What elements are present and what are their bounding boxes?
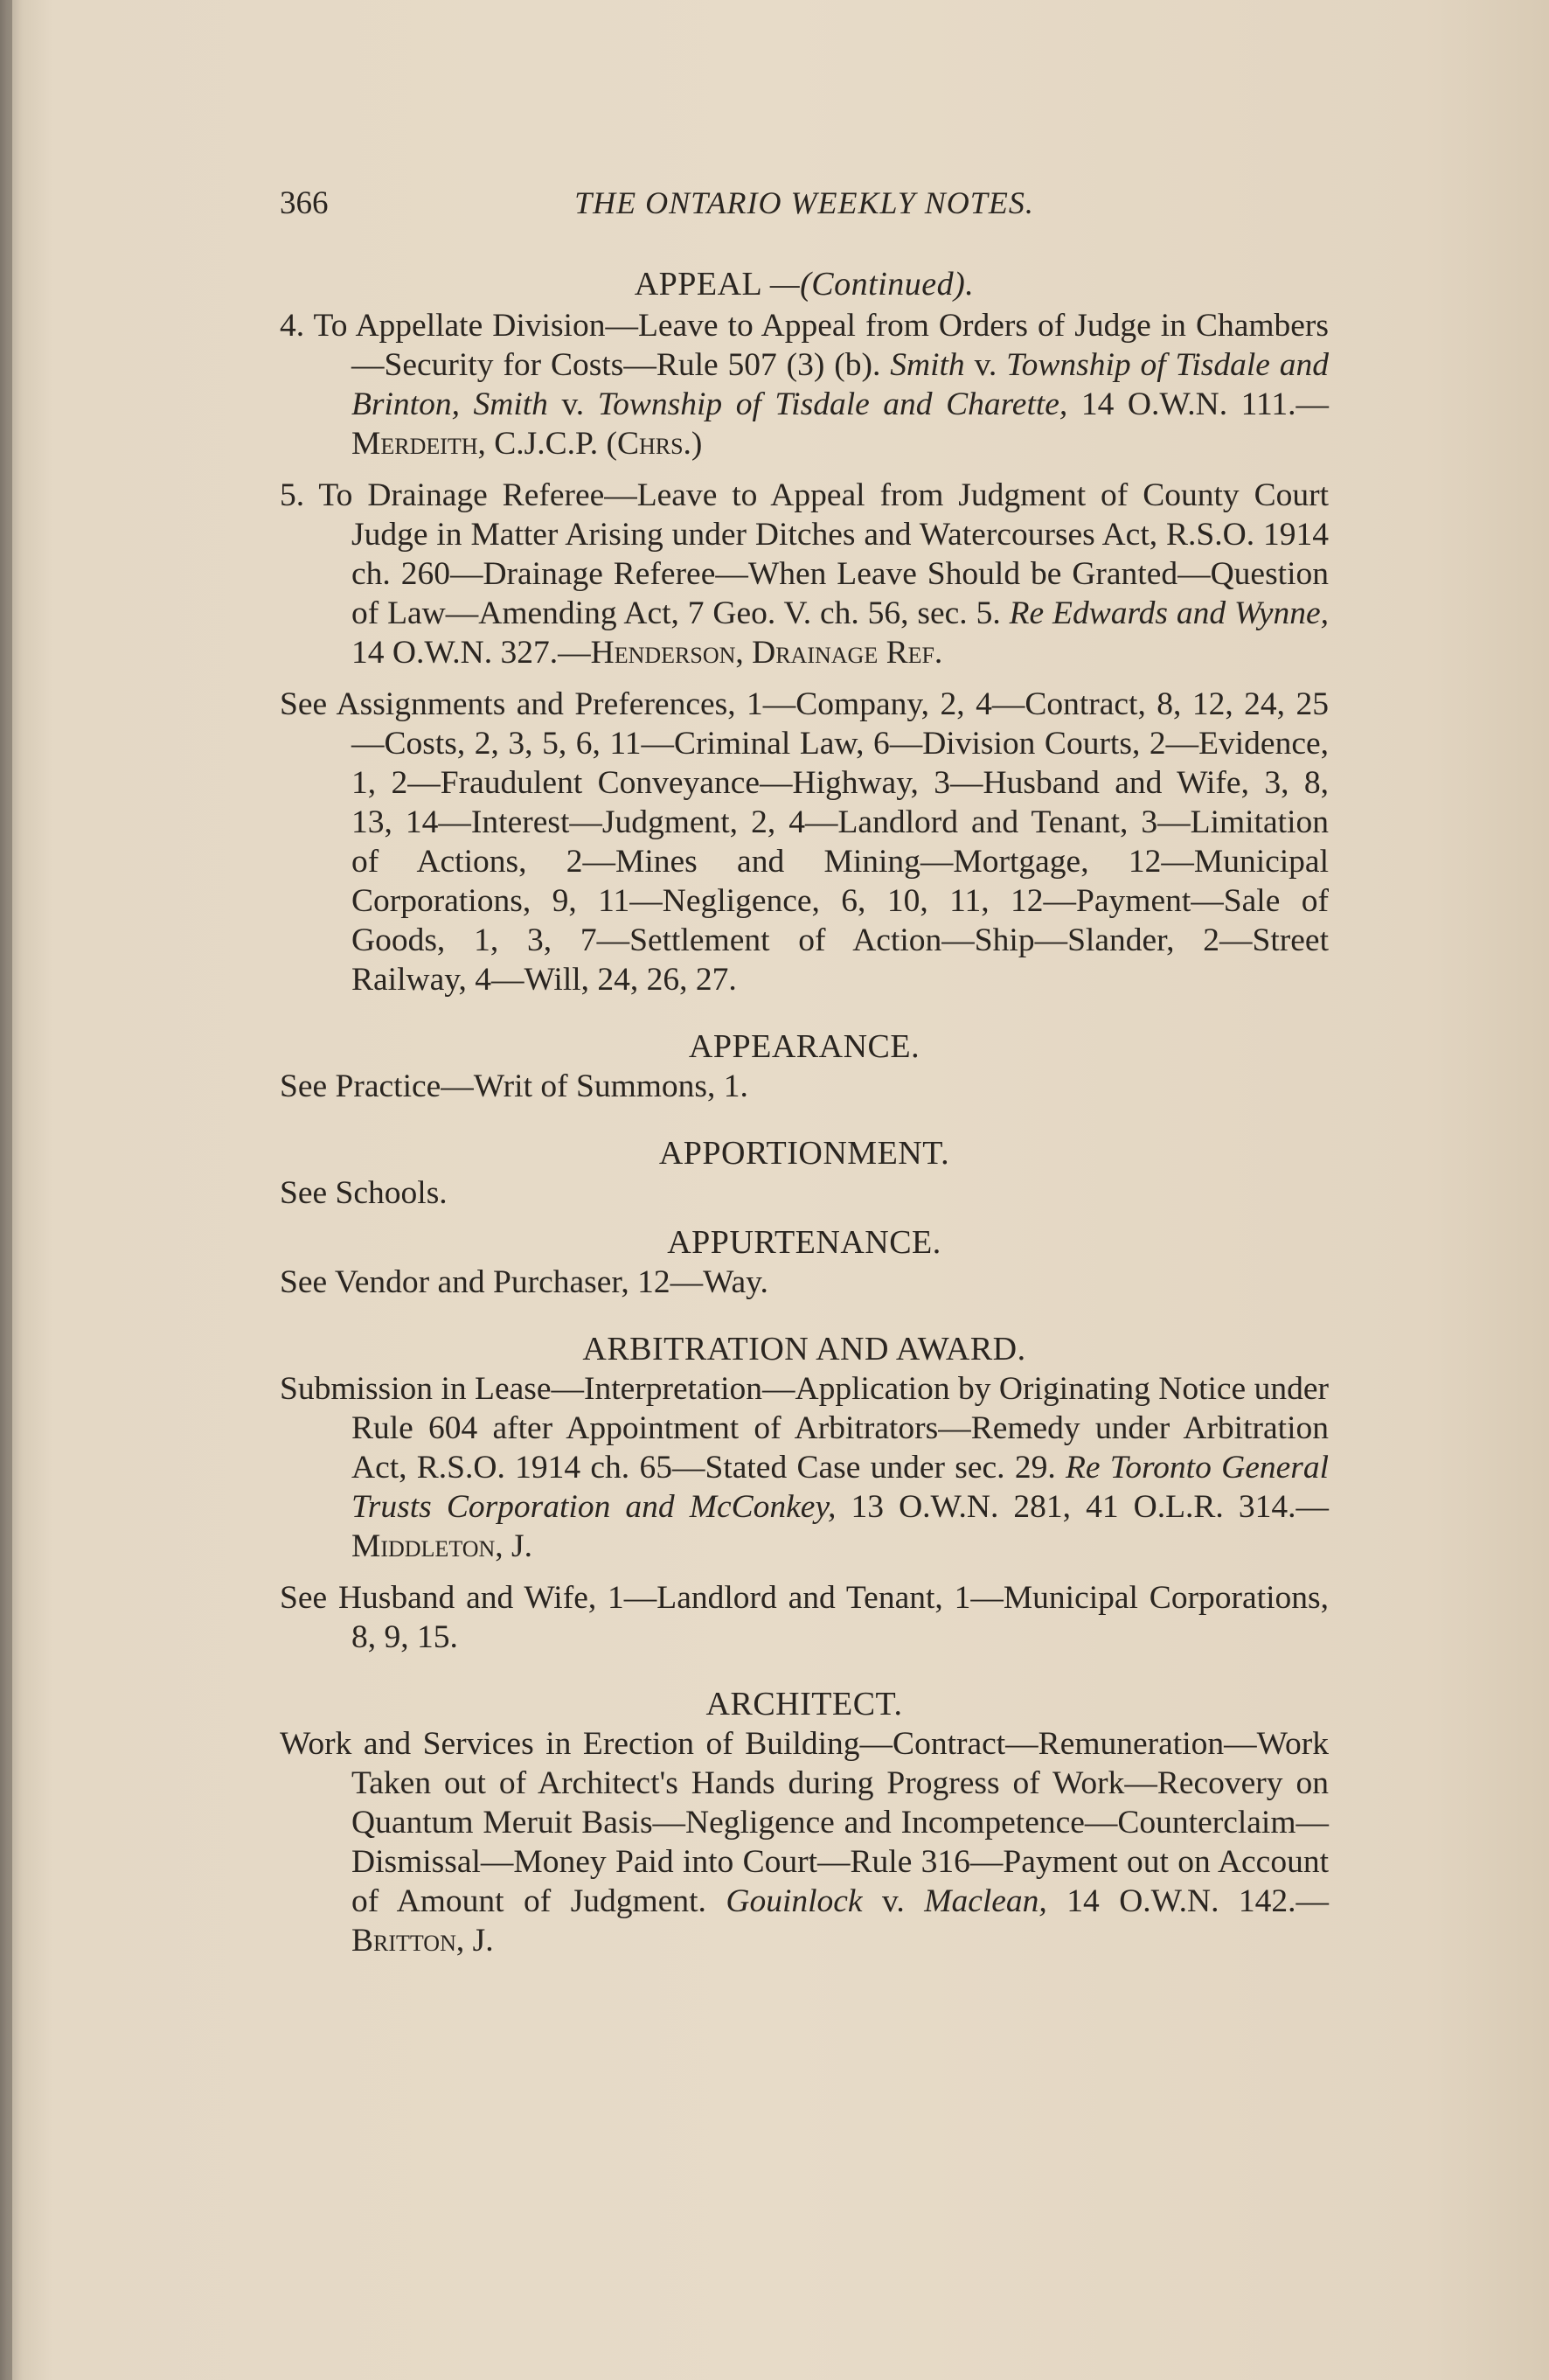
page-content bbox=[280, 184, 1329, 1960]
case-name: Gouinlock bbox=[726, 1883, 863, 1919]
heading-apportionment: APPORTIONMENT. bbox=[658, 1135, 950, 1172]
citation: 13 O.W.N. 281, 41 O.L.R. 314.— bbox=[851, 1489, 1330, 1525]
entry-number: 5. bbox=[280, 477, 305, 513]
appearance-see-also: See Practice—Writ of Summons, 1. bbox=[280, 1068, 748, 1104]
appurtenance-see-also: See Vendor and Purchaser, 12—Way. bbox=[280, 1264, 768, 1300]
heading-appeal bbox=[280, 265, 1329, 304]
case-name: Re Edwards and Wynne, bbox=[1009, 595, 1329, 631]
entry-number: 4. bbox=[280, 308, 305, 344]
case-name: Township of Tisdale and Brinton, Smith bbox=[351, 347, 1330, 422]
entry-text: Work and Services in Erection of Building—Contract—Remuneration—Work Taken out of Architect's Hands during Progress of Work—Recovery on Quantum Meruit Basis—Negligence and Incompetence—Counterclaim—Dismissal—Money Paid into Court—Rule 316—Payment out on Account of Amount of Judgment. bbox=[280, 1726, 1329, 1919]
judge-name: Henderson, Drainage Ref. bbox=[590, 635, 943, 671]
judge-name: Middleton, J. bbox=[351, 1528, 533, 1564]
case-name: Re Toronto General Trusts Corporation and McConkey, bbox=[351, 1450, 1329, 1525]
arbitration-entry bbox=[280, 1369, 1329, 1566]
heading-appeal-text: APPEAL bbox=[634, 266, 761, 303]
versus: v. bbox=[882, 1883, 905, 1919]
versus: v. bbox=[561, 386, 585, 422]
running-head bbox=[280, 184, 1329, 232]
citation: 14 O.W.N. 111.— bbox=[1080, 386, 1330, 422]
heading-appeal-continued: —(Continued). bbox=[769, 266, 975, 303]
running-title: THE ONTARIO WEEKLY NOTES. bbox=[574, 185, 1034, 220]
case-name: Maclean, bbox=[924, 1883, 1047, 1919]
apportionment-see-also: See Schools. bbox=[280, 1175, 448, 1211]
entry-text: To Drainage Referee—Leave to Appeal from Judgment of County Court Judge in Matter Arising under Ditches and Watercourses Act, R.S.O. 1914 ch. 260—Drainage Referee—When Leave Should be Granted—Question of Law—Amending Act, 7 Geo. V. ch. 56, sec. 5. bbox=[318, 477, 1329, 631]
arbitration-see-also: See Husband and Wife, 1—Landlord and Tenant, 1—Municipal Corporations, 8, 9, 15. bbox=[280, 1580, 1329, 1655]
heading-appearance: APPEARANCE. bbox=[688, 1028, 920, 1065]
appeal-see-also: See Assignments and Preferences, 1—Company, 2, 4—Contract, 8, 12, 24, 25—Costs, 2, 3, 5, 6, 11—Criminal Law, 6—Division Courts, 2—Evidence, 1, 2—Fraudulent Conveyance—Highway, 3—Husband and Wife, 3, 8, 13, 14—Interest—Judgment, 2, 4—Landlord and Tenant, 3—Limitation of Actions, 2—Mines and Mining—Mortgage, 12—Municipal Corporations, 9, 11—Negligence, 6, 10, 11, 12—Payment—Sale of Goods, 1, 3, 7—Settlement of Action—Ship—Slander, 2—Street Railway, 4—Will, 24, 26, 27. bbox=[280, 686, 1329, 998]
case-name: Township of Tisdale and Charette, bbox=[597, 386, 1068, 422]
judge-name: Merdeith, C.J.C.P. (Chrs.) bbox=[351, 426, 703, 462]
appeal-entry-5 bbox=[280, 476, 1329, 672]
citation: 14 O.W.N. 142.— bbox=[1066, 1883, 1330, 1919]
book-binding-shadow bbox=[0, 0, 12, 2380]
entry-text: To Appellate Division—Leave to Appeal from Orders of Judge in Chambers—Security for Costs—Rule 507 (3) (b). bbox=[313, 308, 1329, 383]
architect-entry bbox=[280, 1724, 1329, 1960]
citation: 14 O.W.N. 327.— bbox=[351, 635, 591, 671]
heading-appurtenance: APPURTENANCE. bbox=[667, 1224, 941, 1261]
versus: v. bbox=[974, 347, 997, 383]
heading-arbitration-and-award: ARBITRATION AND AWARD. bbox=[582, 1331, 1026, 1367]
entry-text: Submission in Lease—Interpretation—Application by Originating Notice under Rule 604 after Appointment of Arbitrators—Remedy under Arbitration Act, R.S.O. 1914 ch. 65—Stated Case under sec. 29. bbox=[280, 1371, 1329, 1486]
appeal-entry-4 bbox=[280, 306, 1329, 463]
judge-name: Britton, J. bbox=[351, 1923, 494, 1959]
heading-architect: ARCHITECT. bbox=[705, 1686, 903, 1722]
page-number: 366 bbox=[280, 185, 329, 221]
case-name: Smith bbox=[890, 347, 965, 383]
